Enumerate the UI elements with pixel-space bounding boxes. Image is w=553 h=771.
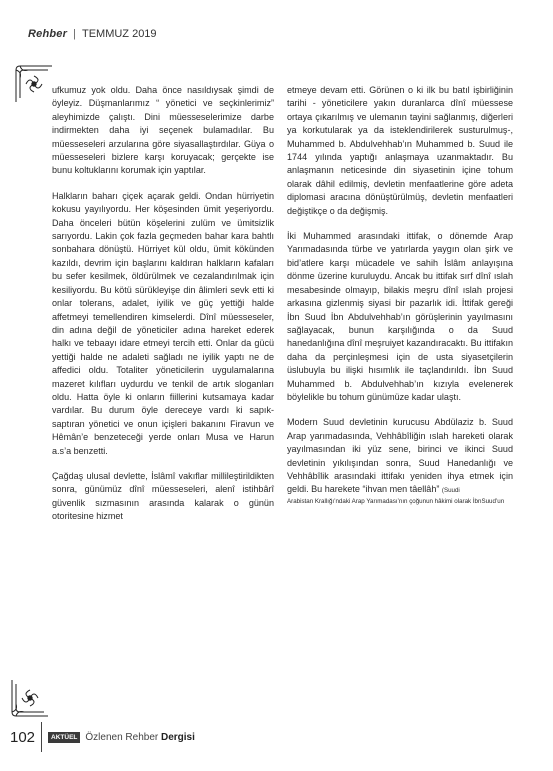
issue-date: TEMMUZ 2019 [81,28,157,40]
page-footer [10,729,195,745]
footnote-line: Arabistan Krallığı’ndaki Arap Yarımadası’nın çoğunun hâkimi olarak İbnSuud’un [287,497,505,505]
paragraph: ufkumuz yok oldu. Daha önce nasıldıysak şimdi de öyleyiz. Düşmanlarımız “ yönetici ve seçkinlerimiz” aleyhimizde çalıştı. Dini müesseselerimize darbe indirmekten daha iyi seçenek bulamadılar. Bu müesseseleri arzularına göre siyasallaştırdılar. Güya o müesseseleri bizlere karşı koruyacak; gerçekte ise bunu koltuklarını korumak için yaptılar. [52,85,274,176]
header-separator: | [73,28,76,40]
corner-ornament-top-left-icon [12,62,56,106]
paragraph [287,416,513,496]
left-column [52,84,274,536]
magazine-emph: Dergisi [161,731,195,743]
paragraph: Halkların baharı çiçek açarak geldi. Ondan hürriyetin kokusu yayılıyordu. Her köşesinden ümit yeşeriyordu. Daha önceleri bütün köşelerini zulüm ve ümitsizlik sarıyordu. Lakin çok fazla geçmeden bahar kara bahtlı sonbahara dönüştü. Hürriyet kül oldu, ümit kökünden kazıldı, devrim için başlarını kaldıran halkların kafaları bu sefer kesilmek, öldürülmek ve cezalandırılmak için kesiliyordu. Bu kötü sürükleyişe din âlimleri sevk etti ki onlar tolerans, adalet, iyilik ve güç yettiği halde affetmeyi temellendiren kimselerdi. Dînî müesseseler, din adına değil de yöneticiler adına hareket ederek halkı ve tebaayı idare etmeyi tercih etti. Onlar da gücü yettiği halde ne adaleti sağladı ne iyilik yaptı ne de affedici oldu. Totaliter yöneticilerin uygulamalarına mazeret kılıfları uydurdu ve tenkil de artık sloganları oldu. Hatta öyle ki onların fiillerini kutsamaya kadar vardılar. Bu durum öyle dereceye vardı ki sapık-saptıran yönetici ve onun içişleri bakanını Firavun ve Hêmân’e benzeteceği yerde onları Musa ve Harun a.s’a benzetti. [52,190,274,456]
paragraph: Çağdaş ulusal devlette, İslâmî vakıflar millileştirildikten sonra, günümüz dînî müesseseleri, alenî istihbârî güvenlik sızmasının arasında kalarak o günün otoritesine hizmet [52,470,274,522]
page-number: 102 [10,728,36,746]
paragraph-text: Modern Suud devletinin kurucusu Abdülaziz b. Suud Arap yarımadasında, Vehhâbîliğin ıslah hareketi olarak yayılmasından iki yüz sene, birinci ve ikinci Suud devletinin yıkılışından sonra, Suud Hanedanlığı ve Vehhâbîlik arasındaki ittifakı yeniden ihya etmek için geldi. Bu harekete “ihvan men tâellâh” [287,417,513,495]
corner-ornament-bottom-left-icon [8,676,52,720]
right-column [287,84,513,506]
paragraph: İki Muhammed arasındaki ittifak, o dönemde Arap Yarımadasında türbe ve yatırlarda yaygın olan şirk ve bid’atlere karşı mücadele ve sahih İslâm anlayışına dönme üzerine kuruluydu. Ancak bu ittifak sırf dînî ıslah mesabesinde olmayıp, bilakis meşru dînî ıslah projesi arkasına gizlenmiş siyasi bir pazarlık idi. İttifak gereği İbn Suud İbn Abdulvehhab’ın görüşlerinin yayılmasını sağlayacak, bunun karşılığında o da Suud hanedanlığına dînî meşruiyet kazandıracaktı. Bu ittifakın daha da perçinleşmesi için de usta siyasetçilerin üslubuyla bu ilişki hısımlık ile taçlandırıldı. İbn Suud Muhammed b. Abdulvehhab’ın kızıyla evelenerek böylelikle bu tohum günümüze kadar ulaştı. [287,231,513,402]
magazine-brand: Rehber [28,28,68,40]
magazine-name [85,732,195,743]
page-header [28,28,157,40]
section-badge: AKTÜEL [48,732,80,743]
footer-divider [41,722,42,752]
magazine-prefix: Özlenen Rehber [85,731,159,743]
paragraph: etmeye devam etti. Görünen o ki ilk bu batıl işbirliğinin tarihi - yöneticilere yakın duranlarca dînî müessese ortaya çıkarılmış ve ulemanın tayini sağlanmış, diğerleri ya korkutularak ya da isteklendirilerek susturulmuş-, Muhammed b. Abdulvehhab’ın Muhammed b. Suud ile 1744 yılında yaptığı anlaşmaya uzanmaktadır. Bu anlaşmanın neticesinde din siyasetinin içine tohum olarak dâhil edilmiş, devletin menfaatlerine göre adeta diplomasi aracına dönüştürülmüş, devletin menfaatleri değiştikçe o da değişmiş. [287,85,513,216]
footnote-inline: (Suudi [441,487,460,495]
